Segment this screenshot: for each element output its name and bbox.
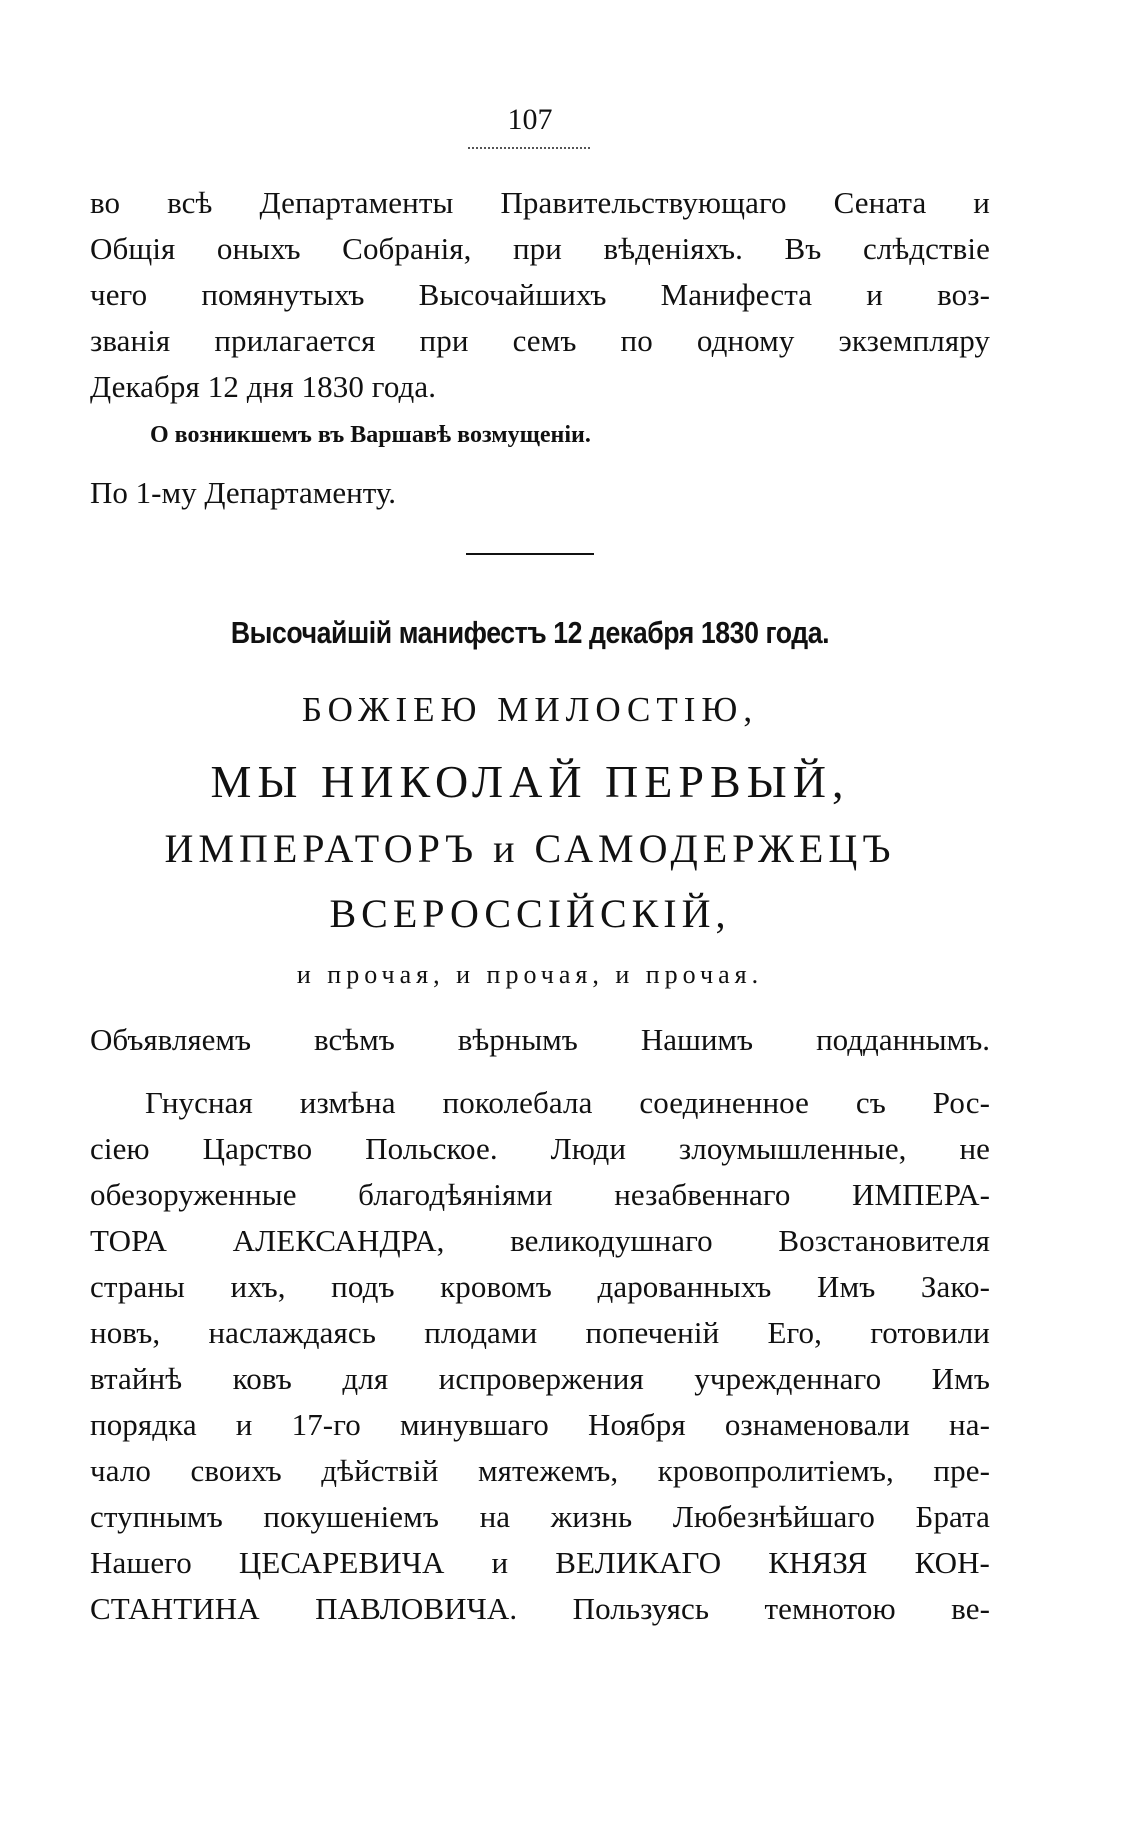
intro-line: званія прилагается при семъ по одному экземпляру <box>90 323 990 358</box>
body-line: ступнымъ покушеніемъ на жизнь Любезнѣйшаго Брата <box>90 1499 990 1534</box>
body-line: порядка и 17-го минувшаго Ноября ознаменовали на- <box>90 1407 990 1442</box>
body-line: сіею Царство Польское. Люди злоумышленные, не <box>90 1131 990 1166</box>
section-divider <box>466 553 594 555</box>
manifesto-title: Высочайшій манифестъ 12 декабря 1830 года. <box>230 615 830 650</box>
intro-line: Общія оныхъ Собранія, при вѣденіяхъ. Въ слѣдствіе <box>90 231 990 266</box>
intro-line: Декабря 12 дня 1830 года. <box>90 369 437 404</box>
body-line: Гнусная измѣна поколебала соединенное съ Рос- <box>145 1085 990 1120</box>
department-line: По 1-му Департаменту. <box>90 475 396 510</box>
manifesto-heading-line: МЫ НИКОЛАЙ ПЕРВЫЙ, <box>210 756 850 807</box>
manifesto-heading-line: ИМПЕРАТОРЪ и САМОДЕРЖЕЦЪ <box>164 826 896 871</box>
body-line: ТОРА АЛЕКСАНДРА, великодушнаго Возстановителя <box>90 1223 990 1258</box>
body-line: чало своихъ дѣйствій мятежемъ, кровопролитіемъ, пре- <box>90 1453 990 1488</box>
body-line: Нашего ЦЕСАРЕВИЧА и ВЕЛИКАГО КНЯЗЯ КОН- <box>90 1545 990 1580</box>
subject-note: О возникшемъ въ Варшавѣ возмущеніи. <box>150 422 591 448</box>
announcement-line: Объявляемъ всѣмъ вѣрнымъ Нашимъ подданнымъ. <box>90 1022 990 1057</box>
page-number-rule <box>468 147 590 149</box>
manifesto-body <box>90 1080 990 1632</box>
body-line: страны ихъ, подъ кровомъ дарованныхъ Имъ Зако- <box>90 1269 990 1304</box>
intro-line: во всѣ Департаменты Правительствующаго Сената и <box>90 185 990 220</box>
intro-line: чего помянутыхъ Высочайшихъ Манифеста и воз- <box>90 277 990 312</box>
manifesto-heading-line: БОЖІЕЮ МИЛОСТІЮ, <box>301 690 759 729</box>
manifesto-heading-line: ВСЕРОССІЙСКІЙ, <box>329 891 731 936</box>
body-line: новъ, наслаждаясь плодами попеченій Его, готовили <box>90 1315 990 1350</box>
body-line: втайнѣ ковъ для испровержения учрежденнаго Имъ <box>90 1361 990 1396</box>
page-number: 107 <box>507 103 553 136</box>
intro-paragraph <box>90 180 990 410</box>
body-line: обезоруженные благодѣяніями незабвеннаго ИМПЕРА- <box>90 1177 990 1212</box>
body-line: СТАНТИНА ПАВЛОВИЧА. Пользуясь темнотою ве- <box>90 1591 990 1626</box>
manifesto-heading-line: и прочая, и прочая, и прочая. <box>296 960 764 989</box>
